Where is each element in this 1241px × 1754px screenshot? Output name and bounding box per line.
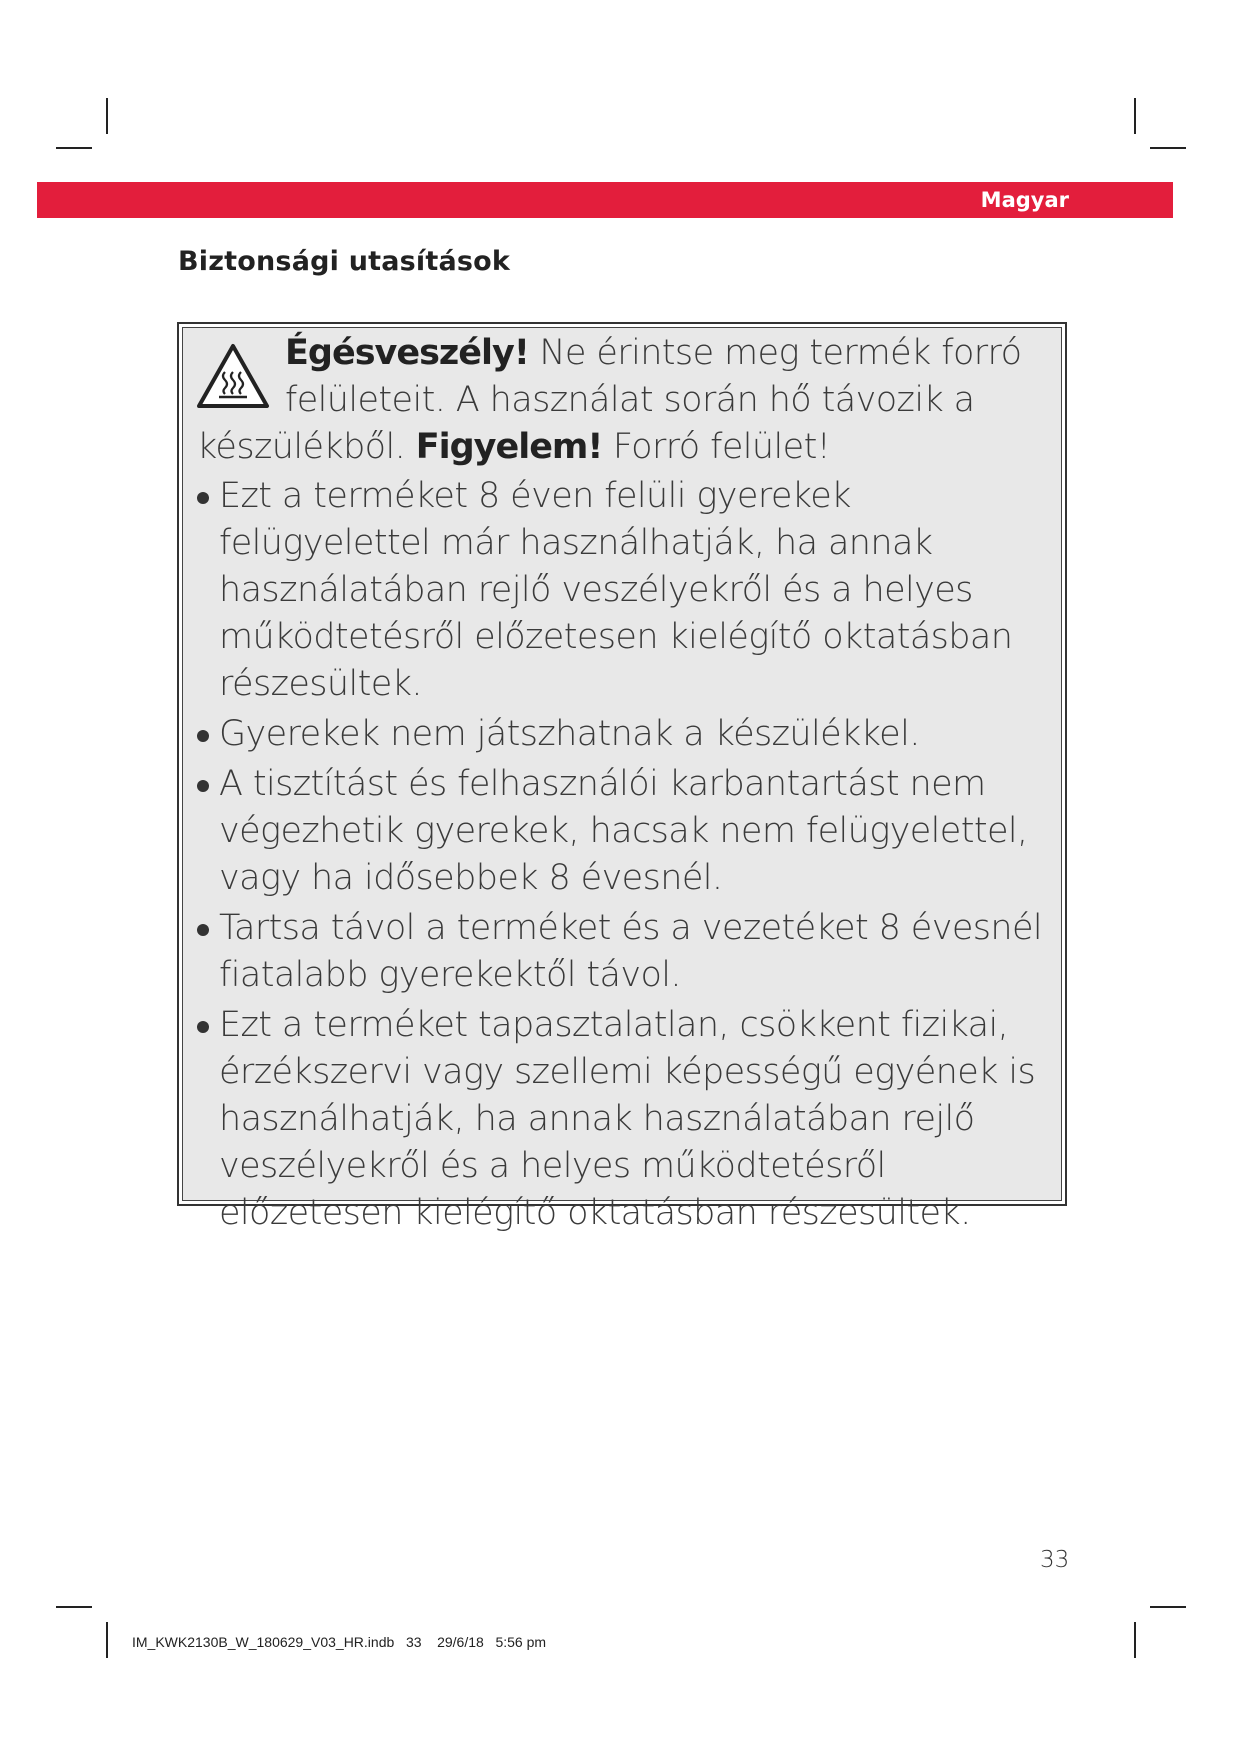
crop-mark bbox=[56, 1606, 92, 1608]
crop-mark bbox=[1134, 98, 1136, 134]
bullet-icon bbox=[197, 730, 209, 742]
list-item-text: Ezt a terméket 8 éven felüli gyerekek felügyelettel már használhatják, ha annak használatában rejlő veszélyekről és a helyes működtetésről előzetesen kielégítő oktatásban részesültek. bbox=[219, 476, 1013, 704]
language-label: Magyar bbox=[980, 188, 1069, 212]
list-item bbox=[197, 1002, 1043, 1237]
burn-hazard-heading: Égésveszély! bbox=[285, 333, 529, 373]
crop-mark bbox=[1150, 1606, 1186, 1608]
warning-content bbox=[182, 327, 1062, 1233]
crop-mark bbox=[106, 1622, 108, 1658]
print-info: IM_KWK2130B_W_180629_V03_HR.indb 33 29/6/18 5:56 pm bbox=[132, 1634, 547, 1650]
list-item-text: A tisztítást és felhasználói karbantartást nem végezhetik gyerekek, hacsak nem felügyelettel, vagy ha idősebbek 8 évesnél. bbox=[219, 764, 1028, 898]
bullet-icon bbox=[197, 1021, 209, 1033]
warning-heading-text: Ne érintse meg termék forró bbox=[528, 333, 1022, 373]
crop-mark bbox=[56, 147, 92, 149]
warning-box bbox=[177, 322, 1067, 1233]
section-title: Biztonsági utasítások bbox=[178, 246, 511, 277]
warning-intro bbox=[197, 330, 1043, 471]
safety-instructions-list bbox=[197, 473, 1043, 1237]
attention-label: Figyelem! bbox=[415, 427, 603, 467]
list-item bbox=[197, 711, 1043, 758]
attention-text: Forró felület! bbox=[602, 427, 831, 467]
warning-heading-line-2: felületeit. A használat során hő távozik a bbox=[285, 380, 975, 420]
warning-heading-line bbox=[197, 330, 1043, 377]
crop-mark bbox=[1150, 147, 1186, 149]
list-item-text: Tartsa távol a terméket és a vezetéket 8 évesnél fiatalabb gyerekektől távol. bbox=[219, 908, 1043, 995]
bullet-icon bbox=[197, 924, 209, 936]
list-item bbox=[197, 905, 1043, 999]
list-item bbox=[197, 473, 1043, 708]
list-item-text: Ezt a terméket tapasztalatlan, csökkent fizikai, érzékszervi vagy szellemi képességű egyének is használhatják, ha annak használatában rejlő veszélyekről és a helyes működtetésről előzetesen kielégítő oktatásban részesültek. bbox=[219, 1005, 1036, 1233]
warning-heading-line-3: készülékből. bbox=[197, 427, 416, 467]
crop-mark bbox=[106, 98, 108, 134]
list-item bbox=[197, 761, 1043, 902]
list-item-text: Gyerekek nem játszhatnak a készülékkel. bbox=[219, 714, 920, 754]
bullet-icon bbox=[197, 492, 209, 504]
language-header-bar bbox=[37, 182, 1173, 218]
page-number: 33 bbox=[1040, 1547, 1070, 1573]
crop-mark bbox=[1134, 1622, 1136, 1658]
hot-surface-warning-icon bbox=[195, 342, 271, 410]
bullet-icon bbox=[197, 780, 209, 792]
